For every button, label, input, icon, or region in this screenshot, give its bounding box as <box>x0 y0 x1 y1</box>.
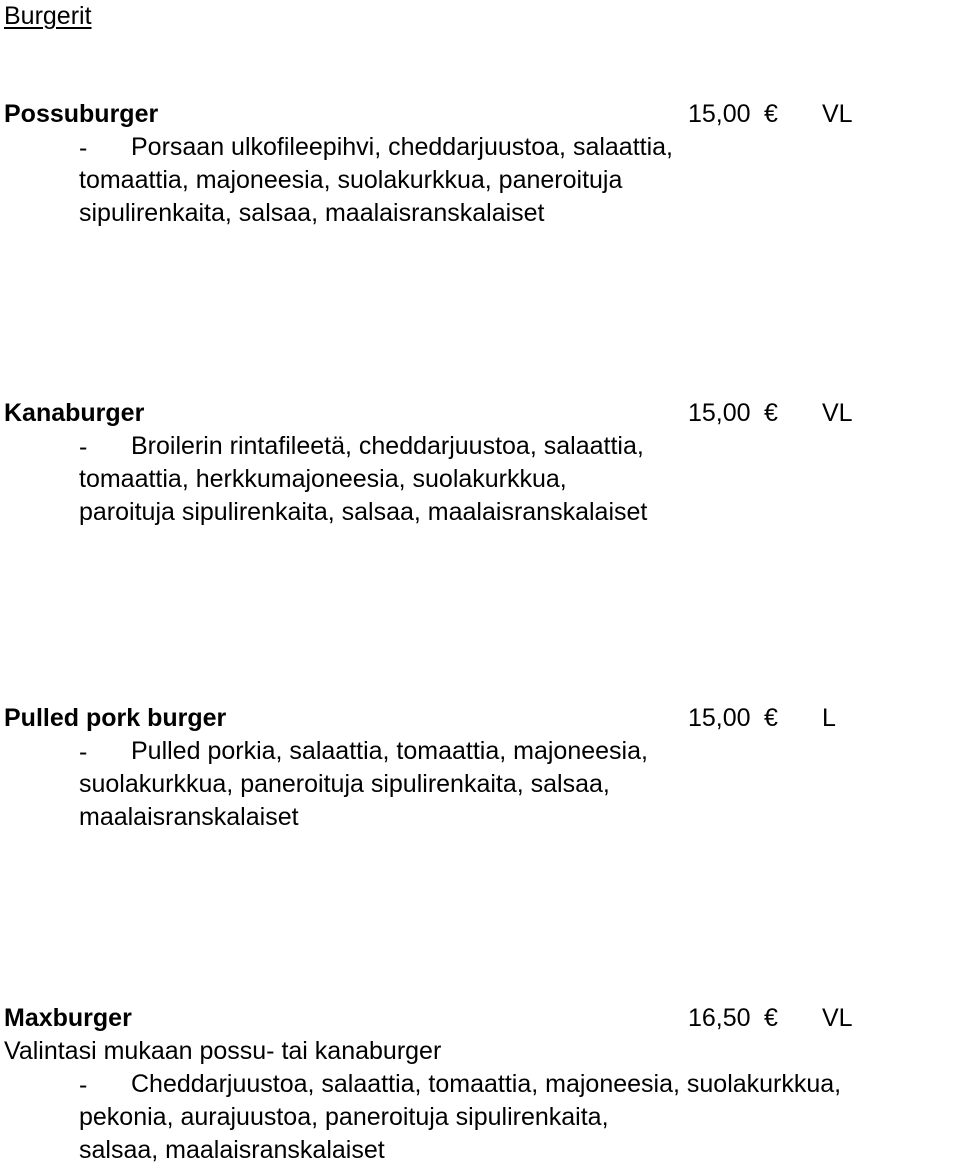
diet-code: VL <box>822 399 853 427</box>
item-price: 15,00 <box>688 399 751 427</box>
item-description: Porsaan ulkofileepihvi, cheddarjuustoa, salaattia, tomaattia, majoneesia, suolakurkkua, paneroituja sipulirenkaita, salsaa, maalaisranskalaiset <box>79 133 674 227</box>
item-header <box>0 97 960 131</box>
menu-item-pulled-pork-burger <box>0 701 960 831</box>
description-dash: - <box>79 1071 88 1099</box>
item-header <box>0 701 960 735</box>
item-header <box>0 1001 960 1035</box>
item-header <box>0 396 960 430</box>
menu-item-kanaburger <box>0 396 960 526</box>
item-name: Pulled pork burger <box>4 704 227 732</box>
item-price: 15,00 <box>688 704 751 732</box>
item-name: Possuburger <box>4 100 159 128</box>
menu-item-maxburger <box>0 1001 960 1164</box>
euro-icon: € <box>764 704 778 732</box>
description-dash: - <box>79 738 88 766</box>
diet-code: L <box>822 704 836 732</box>
euro-icon: € <box>764 1004 778 1032</box>
euro-icon: € <box>764 399 778 427</box>
description-dash: - <box>79 134 88 162</box>
item-price: 15,00 <box>688 100 751 128</box>
item-description: Cheddarjuustoa, salaattia, tomaattia, majoneesia, suolakurkkua, pekonia, aurajuustoa, paneroituja sipulirenkaita, salsaa, maalaisranskalaiset <box>79 1070 842 1164</box>
item-choice-note: Valintasi mukaan possu- tai kanaburger <box>4 1037 442 1065</box>
menu-heading: Burgerit <box>4 2 92 30</box>
diet-code: VL <box>822 100 853 128</box>
diet-code: VL <box>822 1004 853 1032</box>
item-name: Maxburger <box>4 1004 132 1032</box>
menu-item-possuburger <box>0 97 960 227</box>
item-name: Kanaburger <box>4 399 145 427</box>
item-description: Pulled porkia, salaattia, tomaattia, majoneesia, suolakurkkua, paneroituja sipulirenkaita, salsaa, maalaisranskalaiset <box>79 737 648 831</box>
description-dash: - <box>79 433 88 461</box>
item-description: Broilerin rintafileetä, cheddarjuustoa, salaattia, tomaattia, herkkumajoneesia, suolakurkkua, paroituja sipulirenkaita, salsaa, maalaisranskalaiset <box>79 432 648 526</box>
item-price: 16,50 <box>688 1004 751 1032</box>
euro-icon: € <box>764 100 778 128</box>
